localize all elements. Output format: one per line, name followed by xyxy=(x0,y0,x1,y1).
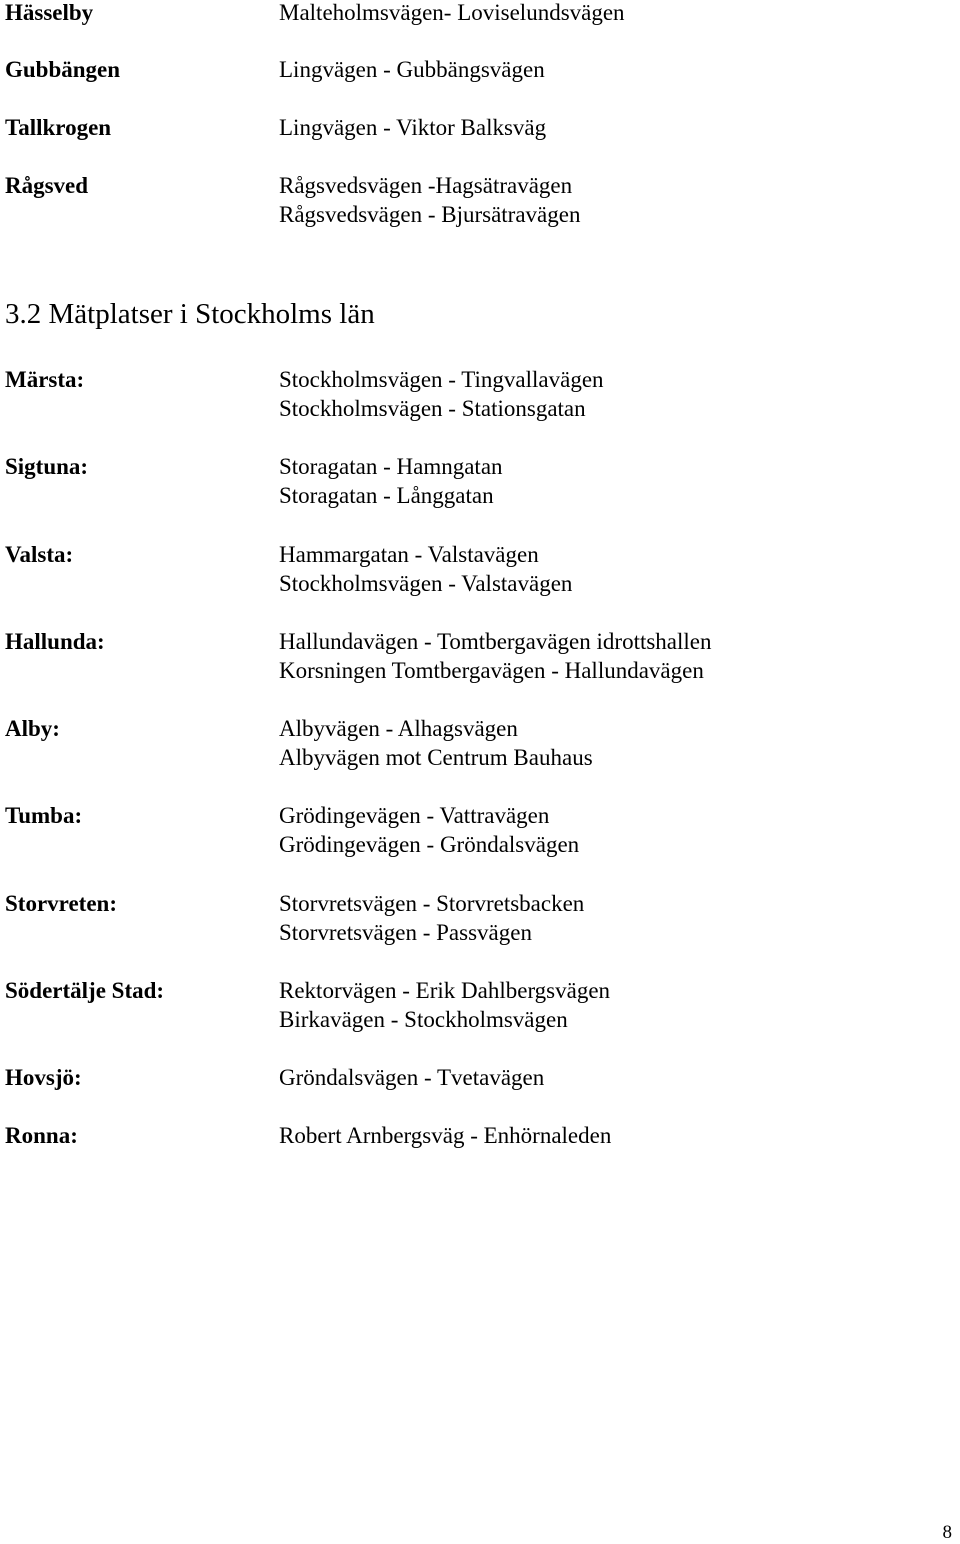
place-label: Södertälje Stad: xyxy=(5,978,165,1003)
place-label: Ronna: xyxy=(5,1123,78,1148)
street-label: Rågsvedsvägen -Hagsätravägen xyxy=(279,173,573,198)
street-label: Gröndalsvägen - Tvetavägen xyxy=(279,1065,545,1090)
street-label: Albyvägen mot Centrum Bauhaus xyxy=(279,745,593,770)
place-label: Sigtuna: xyxy=(5,454,89,479)
place-label: Alby: xyxy=(5,716,60,741)
place-label: Gubbängen xyxy=(5,57,121,82)
street-label: Stockholmsvägen - Tingvallavägen xyxy=(279,367,604,392)
street-label: Birkavägen - Stockholmsvägen xyxy=(279,1007,568,1032)
street-label: Malteholmsvägen- Loviselundsvägen xyxy=(279,0,625,25)
place-label: Tallkrogen xyxy=(5,115,112,140)
place-label: Hovsjö: xyxy=(5,1065,82,1090)
place-label: Tumba: xyxy=(5,803,83,828)
place-label: Storvreten: xyxy=(5,891,117,916)
street-label: Storvretsvägen - Storvretsbacken xyxy=(279,891,585,916)
place-label: Märsta: xyxy=(5,367,85,392)
street-label: Hallundavägen - Tomtbergavägen idrottshallen xyxy=(279,629,712,654)
place-label: Hässelby xyxy=(5,0,94,25)
section-heading: 3.2 Mätplatser i Stockholms län xyxy=(5,298,375,330)
street-label: Storagatan - Långgatan xyxy=(279,483,494,508)
street-label: Lingvägen - Gubbängsvägen xyxy=(279,57,545,82)
street-label: Robert Arnbergsväg - Enhörnaleden xyxy=(279,1123,612,1148)
street-label: Storagatan - Hamngatan xyxy=(279,454,503,479)
street-label: Korsningen Tomtbergavägen - Hallundavägen xyxy=(279,658,704,683)
street-label: Rågsvedsvägen - Bjursätravägen xyxy=(279,202,581,227)
street-label: Grödingevägen - Vattravägen xyxy=(279,803,550,828)
street-label: Grödingevägen - Gröndalsvägen xyxy=(279,832,580,857)
street-label: Storvretsvägen - Passvägen xyxy=(279,920,532,945)
street-label: Stockholmsvägen - Stationsgatan xyxy=(279,396,586,421)
place-label: Valsta: xyxy=(5,542,74,567)
place-label: Rågsved xyxy=(5,173,89,198)
street-label: Lingvägen - Viktor Balksväg xyxy=(279,115,547,140)
street-label: Hammargatan - Valstavägen xyxy=(279,542,539,567)
street-label: Stockholmsvägen - Valstavägen xyxy=(279,571,573,596)
street-label: Albyvägen - Alhagsvägen xyxy=(279,716,518,741)
street-label: Rektorvägen - Erik Dahlbergsvägen xyxy=(279,978,611,1003)
place-label: Hallunda: xyxy=(5,629,105,654)
page-number: 8 xyxy=(942,1522,952,1543)
